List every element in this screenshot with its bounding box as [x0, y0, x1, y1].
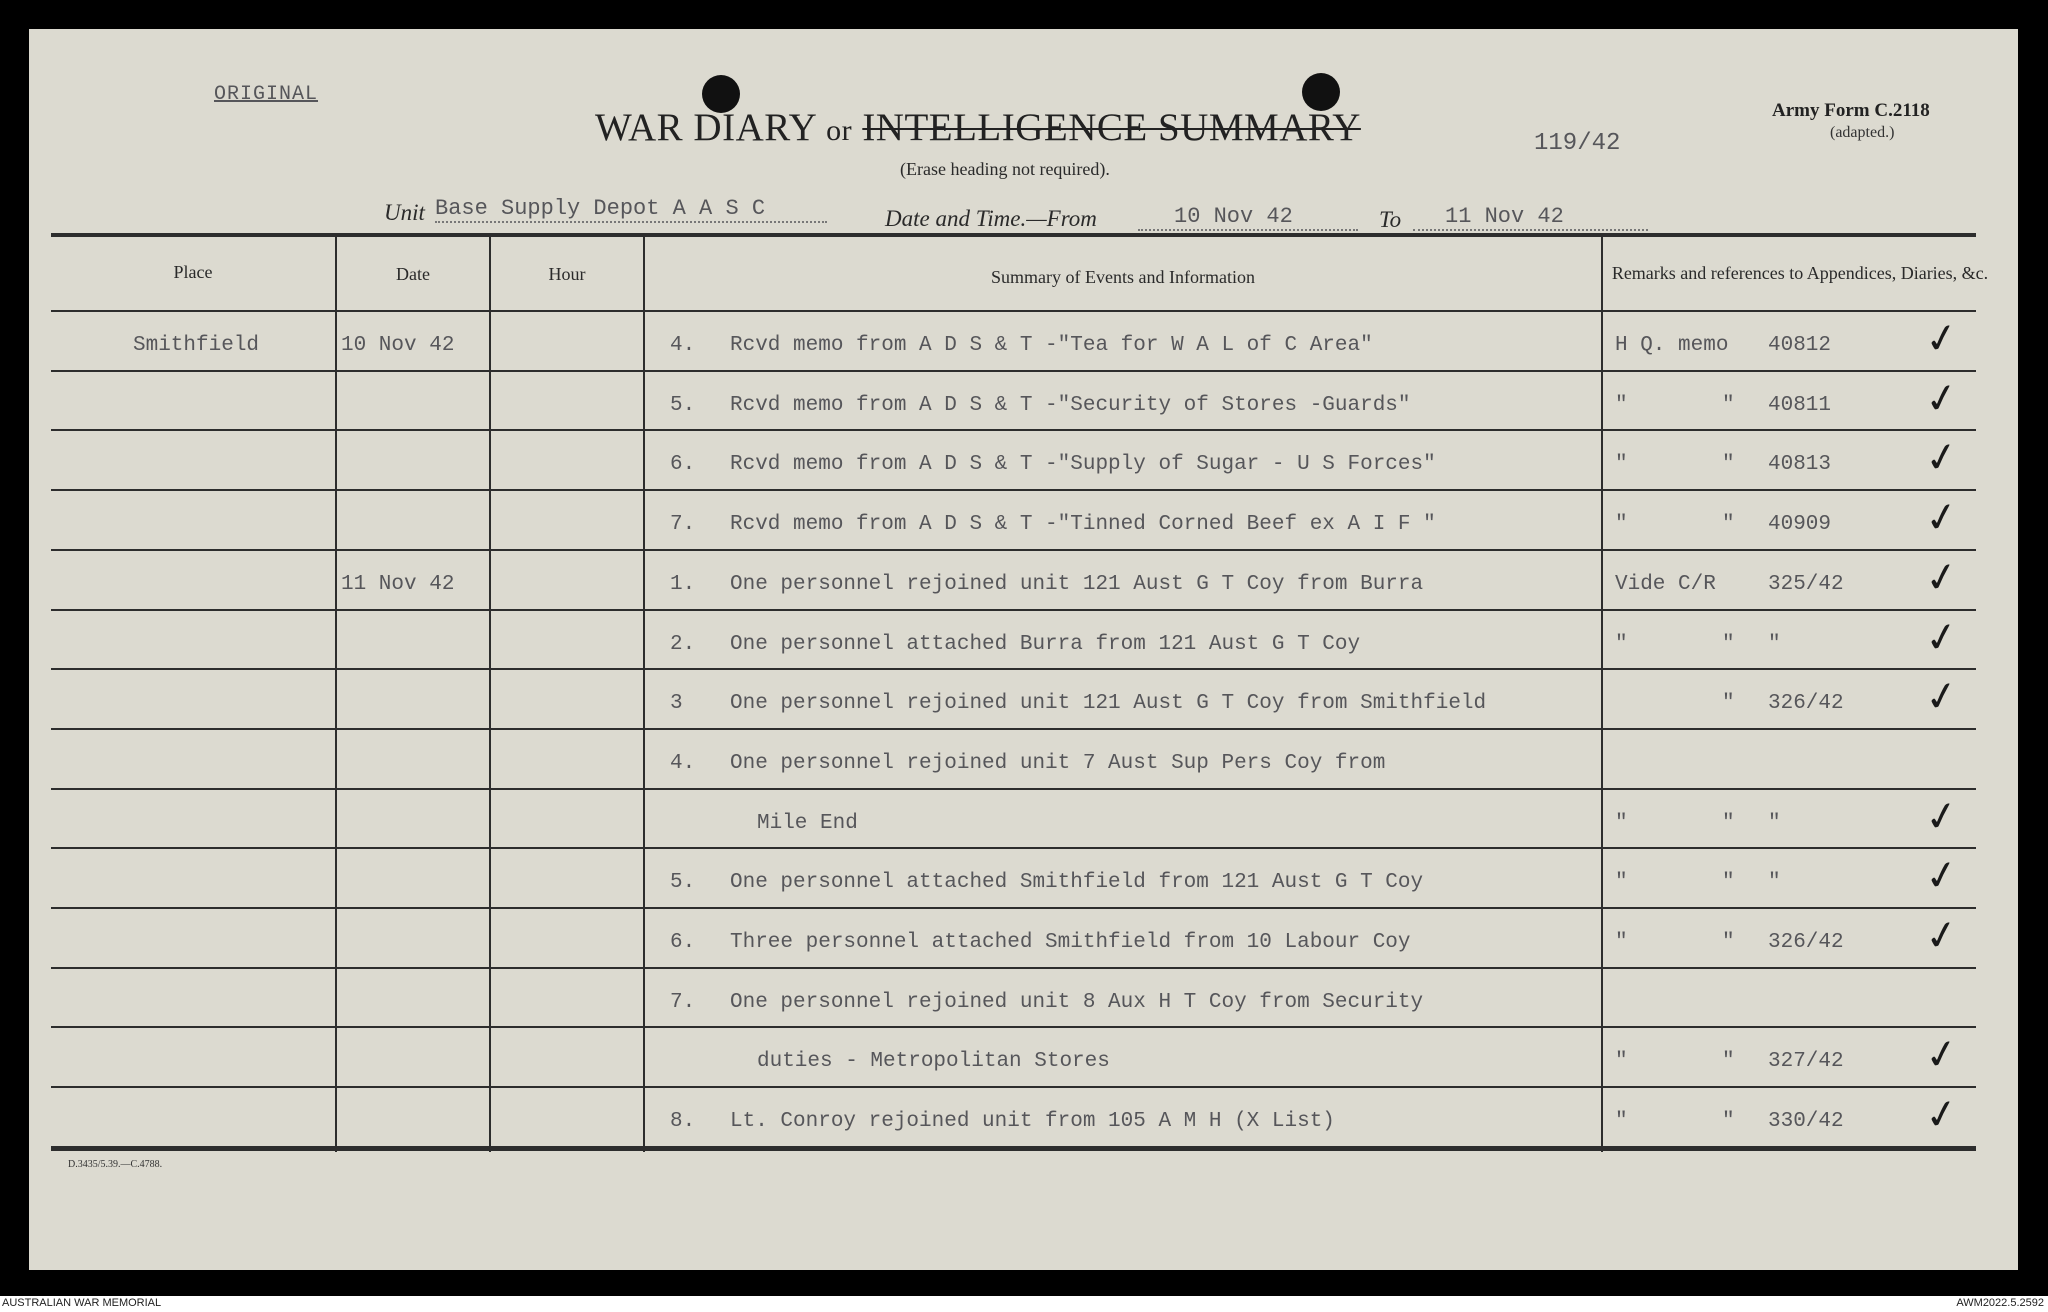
initials-tick-mark: ✓	[1921, 1090, 1963, 1140]
entry-number: 4.	[670, 752, 696, 775]
remark-ref-a: "	[1615, 871, 1628, 894]
footer-institution: AUSTRALIAN WAR MEMORIAL	[2, 1297, 162, 1309]
entry-number: 8.	[670, 1110, 696, 1133]
initials-tick-mark: ✓	[1921, 493, 1963, 543]
row-rule	[51, 609, 1976, 611]
table-top-rule	[51, 233, 1976, 237]
initials-tick-mark: ✓	[1921, 911, 1963, 961]
column-divider-1	[335, 235, 337, 1152]
entry-text: One personnel attached Burra from 121 Aust G T Coy	[730, 633, 1361, 656]
remark-ref-c: 40813	[1768, 453, 1832, 476]
remark-ref-c: 40812	[1768, 334, 1832, 357]
entry-date: 11 Nov 42	[341, 573, 455, 596]
entry-text: One personnel attached Smithfield from 121 Aust G T Coy	[730, 871, 1424, 894]
initials-tick-mark: ✓	[1921, 792, 1963, 842]
archive-footer	[0, 1296, 2048, 1312]
column-divider-2	[489, 235, 491, 1152]
row-rule	[51, 549, 1976, 551]
remark-ref-a: "	[1615, 513, 1628, 536]
unit-label: Unit	[384, 200, 425, 225]
initials-tick-mark: ✓	[1921, 672, 1963, 722]
page-title	[595, 105, 1361, 150]
to-label: To	[1379, 207, 1402, 232]
entry-text: Rcvd memo from A D S & T -"Tea for W A L of C Area"	[730, 334, 1373, 357]
row-rule	[51, 1026, 1976, 1028]
entry-text: Mile End	[757, 812, 858, 835]
entry-text: One personnel rejoined unit 8 Aux H T Coy from Security	[730, 991, 1424, 1014]
footer-accession: AWM2022.5.2592	[1956, 1297, 2044, 1309]
entry-text: Rcvd memo from A D S & T -"Security of Stores -Guards"	[730, 394, 1411, 417]
row-rule	[51, 847, 1976, 849]
erase-note: (Erase heading not required).	[900, 159, 1110, 179]
form-code: D.3435/5.39.—C.4788.	[68, 1159, 163, 1170]
entry-text: One personnel rejoined unit 7 Aust Sup Pers Coy from	[730, 752, 1386, 775]
remark-ref-c: 40909	[1768, 513, 1832, 536]
title-intelligence-summary: INTELLIGENCE SUMMARY	[862, 106, 1361, 149]
title-war-diary: WAR DIARY	[595, 106, 816, 149]
remark-ref-b: "	[1722, 871, 1735, 894]
remark-ref-a: "	[1615, 812, 1628, 835]
remark-ref-b: "	[1722, 394, 1735, 417]
row-rule	[51, 1086, 1976, 1088]
entry-number: 5.	[670, 394, 696, 417]
column-header-place: Place	[173, 262, 213, 282]
remark-ref-c: 325/42	[1768, 573, 1844, 596]
remark-ref-b: "	[1722, 931, 1735, 954]
entry-number: 2.	[670, 633, 696, 656]
original-stamp: ORIGINAL	[214, 83, 319, 106]
remark-ref-b: "	[1722, 633, 1735, 656]
remark-ref-b: "	[1722, 812, 1735, 835]
initials-tick-mark: ✓	[1921, 433, 1963, 483]
entry-number: 6.	[670, 931, 696, 954]
entry-text: One personnel rejoined unit 121 Aust G T Coy from Smithfield	[730, 692, 1487, 715]
remark-ref-b: "	[1722, 1110, 1735, 1133]
unit-value: Base Supply Depot A A S C	[435, 196, 827, 223]
row-rule	[51, 728, 1976, 730]
from-date-value: 10 Nov 42	[1138, 204, 1358, 231]
remark-ref-a: "	[1615, 394, 1628, 417]
remark-ref-c: 326/42	[1768, 692, 1844, 715]
entry-number: 3	[670, 692, 683, 715]
table-bottom-rule	[51, 1148, 1976, 1151]
row-rule	[51, 907, 1976, 909]
remark-ref-a: Vide C/R	[1615, 573, 1716, 596]
to-date-value: 11 Nov 42	[1413, 204, 1648, 231]
entry-number: 7.	[670, 991, 696, 1014]
entry-text: duties - Metropolitan Stores	[757, 1050, 1110, 1073]
column-header-summary: Summary of Events and Information	[991, 267, 1255, 287]
date-time-label: Date and Time.—From	[885, 206, 1097, 231]
remark-ref-c: 327/42	[1768, 1050, 1844, 1073]
entry-text: Three personnel attached Smithfield from 10 Labour Coy	[730, 931, 1411, 954]
row-rule	[51, 429, 1976, 431]
column-divider-4	[1601, 235, 1603, 1152]
remark-ref-c: "	[1768, 633, 1781, 656]
remark-ref-a: "	[1615, 1050, 1628, 1073]
column-header-remarks: Remarks and references to Appendices, Diaries, &c.	[1611, 263, 1989, 283]
entry-number: 5.	[670, 871, 696, 894]
entry-text: Lt. Conroy rejoined unit from 105 A M H (X List)	[730, 1110, 1335, 1133]
entry-text: Rcvd memo from A D S & T -"Tinned Corned Beef ex A I F "	[730, 513, 1436, 536]
remark-ref-b: "	[1722, 513, 1735, 536]
entry-number: 4.	[670, 334, 696, 357]
title-or: or	[826, 114, 853, 147]
remark-ref-b: "	[1722, 692, 1735, 715]
initials-tick-mark: ✓	[1921, 553, 1963, 603]
remark-ref-c: "	[1768, 812, 1781, 835]
entry-number: 7.	[670, 513, 696, 536]
initials-tick-mark: ✓	[1921, 1030, 1963, 1080]
remark-ref-b: "	[1722, 453, 1735, 476]
entry-text: One personnel rejoined unit 121 Aust G T Coy from Burra	[730, 573, 1424, 596]
entry-number: 1.	[670, 573, 696, 596]
entry-date: 10 Nov 42	[341, 334, 455, 357]
initials-tick-mark: ✓	[1921, 613, 1963, 663]
entry-text: Rcvd memo from A D S & T -"Supply of Sugar - U S Forces"	[730, 453, 1436, 476]
initials-tick-mark: ✓	[1921, 374, 1963, 424]
column-header-hour: Hour	[548, 264, 586, 284]
remark-ref-a: "	[1615, 633, 1628, 656]
remark-ref-c: "	[1768, 871, 1781, 894]
remark-ref-a: H Q. memo	[1615, 334, 1729, 357]
adapted-label: (adapted.)	[1830, 124, 1895, 141]
remark-ref-a: "	[1615, 453, 1628, 476]
remark-ref-c: 40811	[1768, 394, 1832, 417]
remark-ref-c: 326/42	[1768, 931, 1844, 954]
row-rule	[51, 967, 1976, 969]
row-rule	[51, 370, 1976, 372]
entry-place: Smithfield	[133, 334, 260, 357]
column-divider-3	[643, 235, 645, 1152]
remark-ref-b: "	[1722, 1050, 1735, 1073]
army-form-label: Army Form C.2118	[1772, 100, 1930, 121]
initials-tick-mark: ✓	[1921, 851, 1963, 901]
remark-ref-a: "	[1615, 931, 1628, 954]
reference-number: 119/42	[1534, 130, 1621, 157]
row-rule	[51, 489, 1976, 491]
row-rule	[51, 788, 1976, 790]
remark-ref-c: 330/42	[1768, 1110, 1844, 1133]
remark-ref-a: "	[1615, 1110, 1628, 1133]
header-bottom-rule	[51, 310, 1976, 312]
initials-tick-mark: ✓	[1921, 314, 1963, 364]
column-header-date: Date	[396, 264, 430, 284]
row-rule	[51, 668, 1976, 670]
entry-number: 6.	[670, 453, 696, 476]
